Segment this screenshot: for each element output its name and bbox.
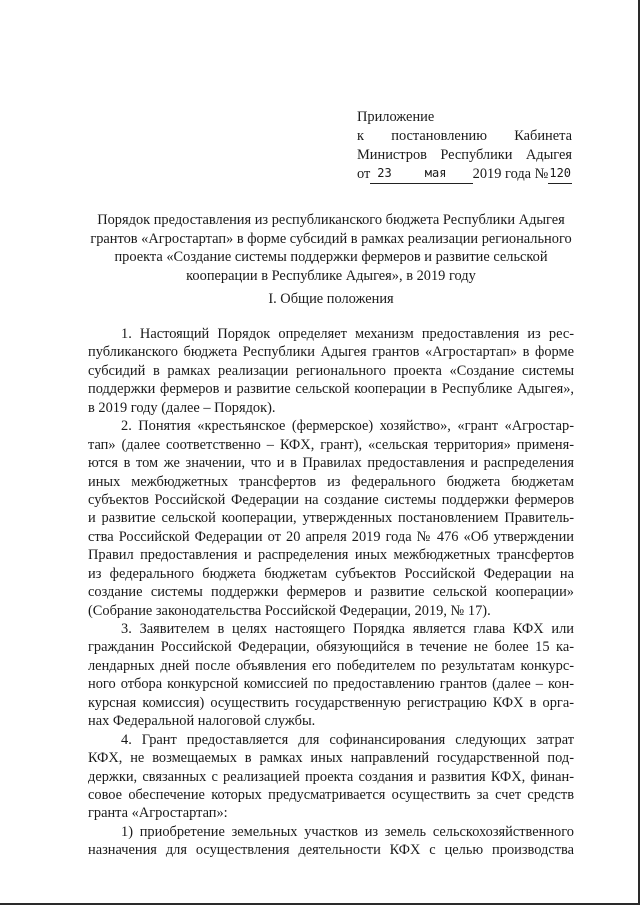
appendix-word: к	[357, 128, 364, 144]
body-line: и развитие сельской кооперации, утвержденных постановлением Правитель-	[88, 510, 574, 527]
appendix-word: Министров	[357, 147, 427, 163]
body-line: публиканского бюджета Республики Адыгея грантов «Агростартап» в форме	[88, 344, 574, 361]
appendix-word: Республики	[440, 147, 513, 163]
title-line: проекта «Создание системы поддержки фермеров и развитие сельской	[114, 249, 548, 266]
date-year-label: 2019 года №	[472, 166, 549, 182]
body-line: Правил предоставления и распределения иных межбюджетных трансфертов	[88, 547, 574, 564]
body-line: гражданин Российской Федерации, обязующийся в течение не более 15 ка-	[88, 639, 574, 656]
appendix-date-line	[357, 165, 572, 184]
body-line: (Собрание законодательства Российской Федерации, 2019, № 17).	[88, 602, 491, 619]
body-line: 4. Грант предоставляется для софинансирования следующих затрат	[121, 731, 574, 748]
body-line: 1) приобретение земельных участков из земель сельскохозяйственного	[121, 823, 574, 840]
body-line: 2. Понятия «крестьянское (фермерское) хозяйство», «грант «Агростар-	[121, 418, 574, 435]
document-body	[88, 325, 574, 860]
body-line: поддержки фермеров и развитие сельской кооперации в Республике Адыгея»,	[88, 381, 574, 398]
body-line: лендарных дней после объявления его победителем по результатам конкурс-	[88, 657, 574, 674]
body-line: ются в том же значении, что и в Правилах предоставления и распределения	[88, 455, 574, 472]
appendix-word: постановлению	[391, 128, 487, 144]
date-day-field: 23	[370, 165, 398, 184]
body-line: 3. Заявителем в целях настоящего Порядка является глава КФХ или	[121, 621, 574, 637]
title-line: Порядок предоставления из республиканского бюджета Республики Адыгея	[97, 212, 565, 228]
body-line: субсидий в рамках реализации регионального проекта «Создание системы	[88, 362, 574, 379]
body-line: создание системы поддержки фермеров и развитие сельской кооперации»	[88, 584, 574, 601]
appendix-word: Адыгея	[525, 147, 572, 163]
body-line: субъектов Российской Федерации на создание системы поддержки фермеров	[88, 491, 574, 508]
date-month-field: мая	[399, 165, 473, 184]
appendix-block	[357, 108, 572, 184]
body-line: гранта «Агростартап»:	[88, 805, 228, 822]
body-line: нах Федеральной налоговой службы.	[88, 713, 316, 730]
body-line: курсная комиссия) осуществить государственную регистрацию КФХ в орга-	[88, 694, 574, 711]
body-line: ства Российской Федерации от 20 апреля 2019 года № 476 «Об утверждении	[88, 528, 574, 545]
body-line: 1. Настоящий Порядок определяет механизм предоставления из рес-	[121, 326, 574, 342]
document-number-field: 120	[548, 165, 572, 184]
body-line: тап» (далее соответственно – КФХ, грант), «сельская территория» применя-	[88, 436, 574, 453]
body-line: в 2019 году (далее – Порядок).	[88, 399, 276, 416]
body-line: иных межбюджетных трансфертов из федерального бюджета бюджетам	[88, 473, 574, 490]
title-line: грантов «Агростартап» в форме субсидий в рамках реализации регионального	[90, 230, 572, 247]
appendix-line-2	[357, 127, 572, 146]
appendix-word: Кабинета	[514, 128, 572, 144]
body-line: ного отбора конкурсной комиссией по предоставлению грантов (далее – кон-	[88, 676, 574, 693]
document-title	[70, 211, 592, 285]
body-line: совое обеспечение которых предусматривается осуществить за счет средств	[88, 786, 574, 803]
title-line: кооперации в Республике Адыгея», в 2019 году	[186, 267, 476, 284]
date-from-label: от	[357, 166, 371, 182]
appendix-line-3	[357, 146, 572, 165]
section-heading: I. Общие положения	[268, 291, 394, 307]
body-line: из федерального бюджета бюджетам субъектов Российской Федерации на	[88, 565, 574, 582]
appendix-title: Приложение	[357, 109, 435, 125]
body-line: КФХ, не возмещаемых в рамках иных направлений государственной под-	[88, 750, 574, 767]
body-line: назначения для осуществления деятельности КФХ с целью производства	[88, 842, 574, 859]
body-line: держки, связанных с реализацией проекта создания и развития КФХ, финан-	[88, 768, 574, 785]
